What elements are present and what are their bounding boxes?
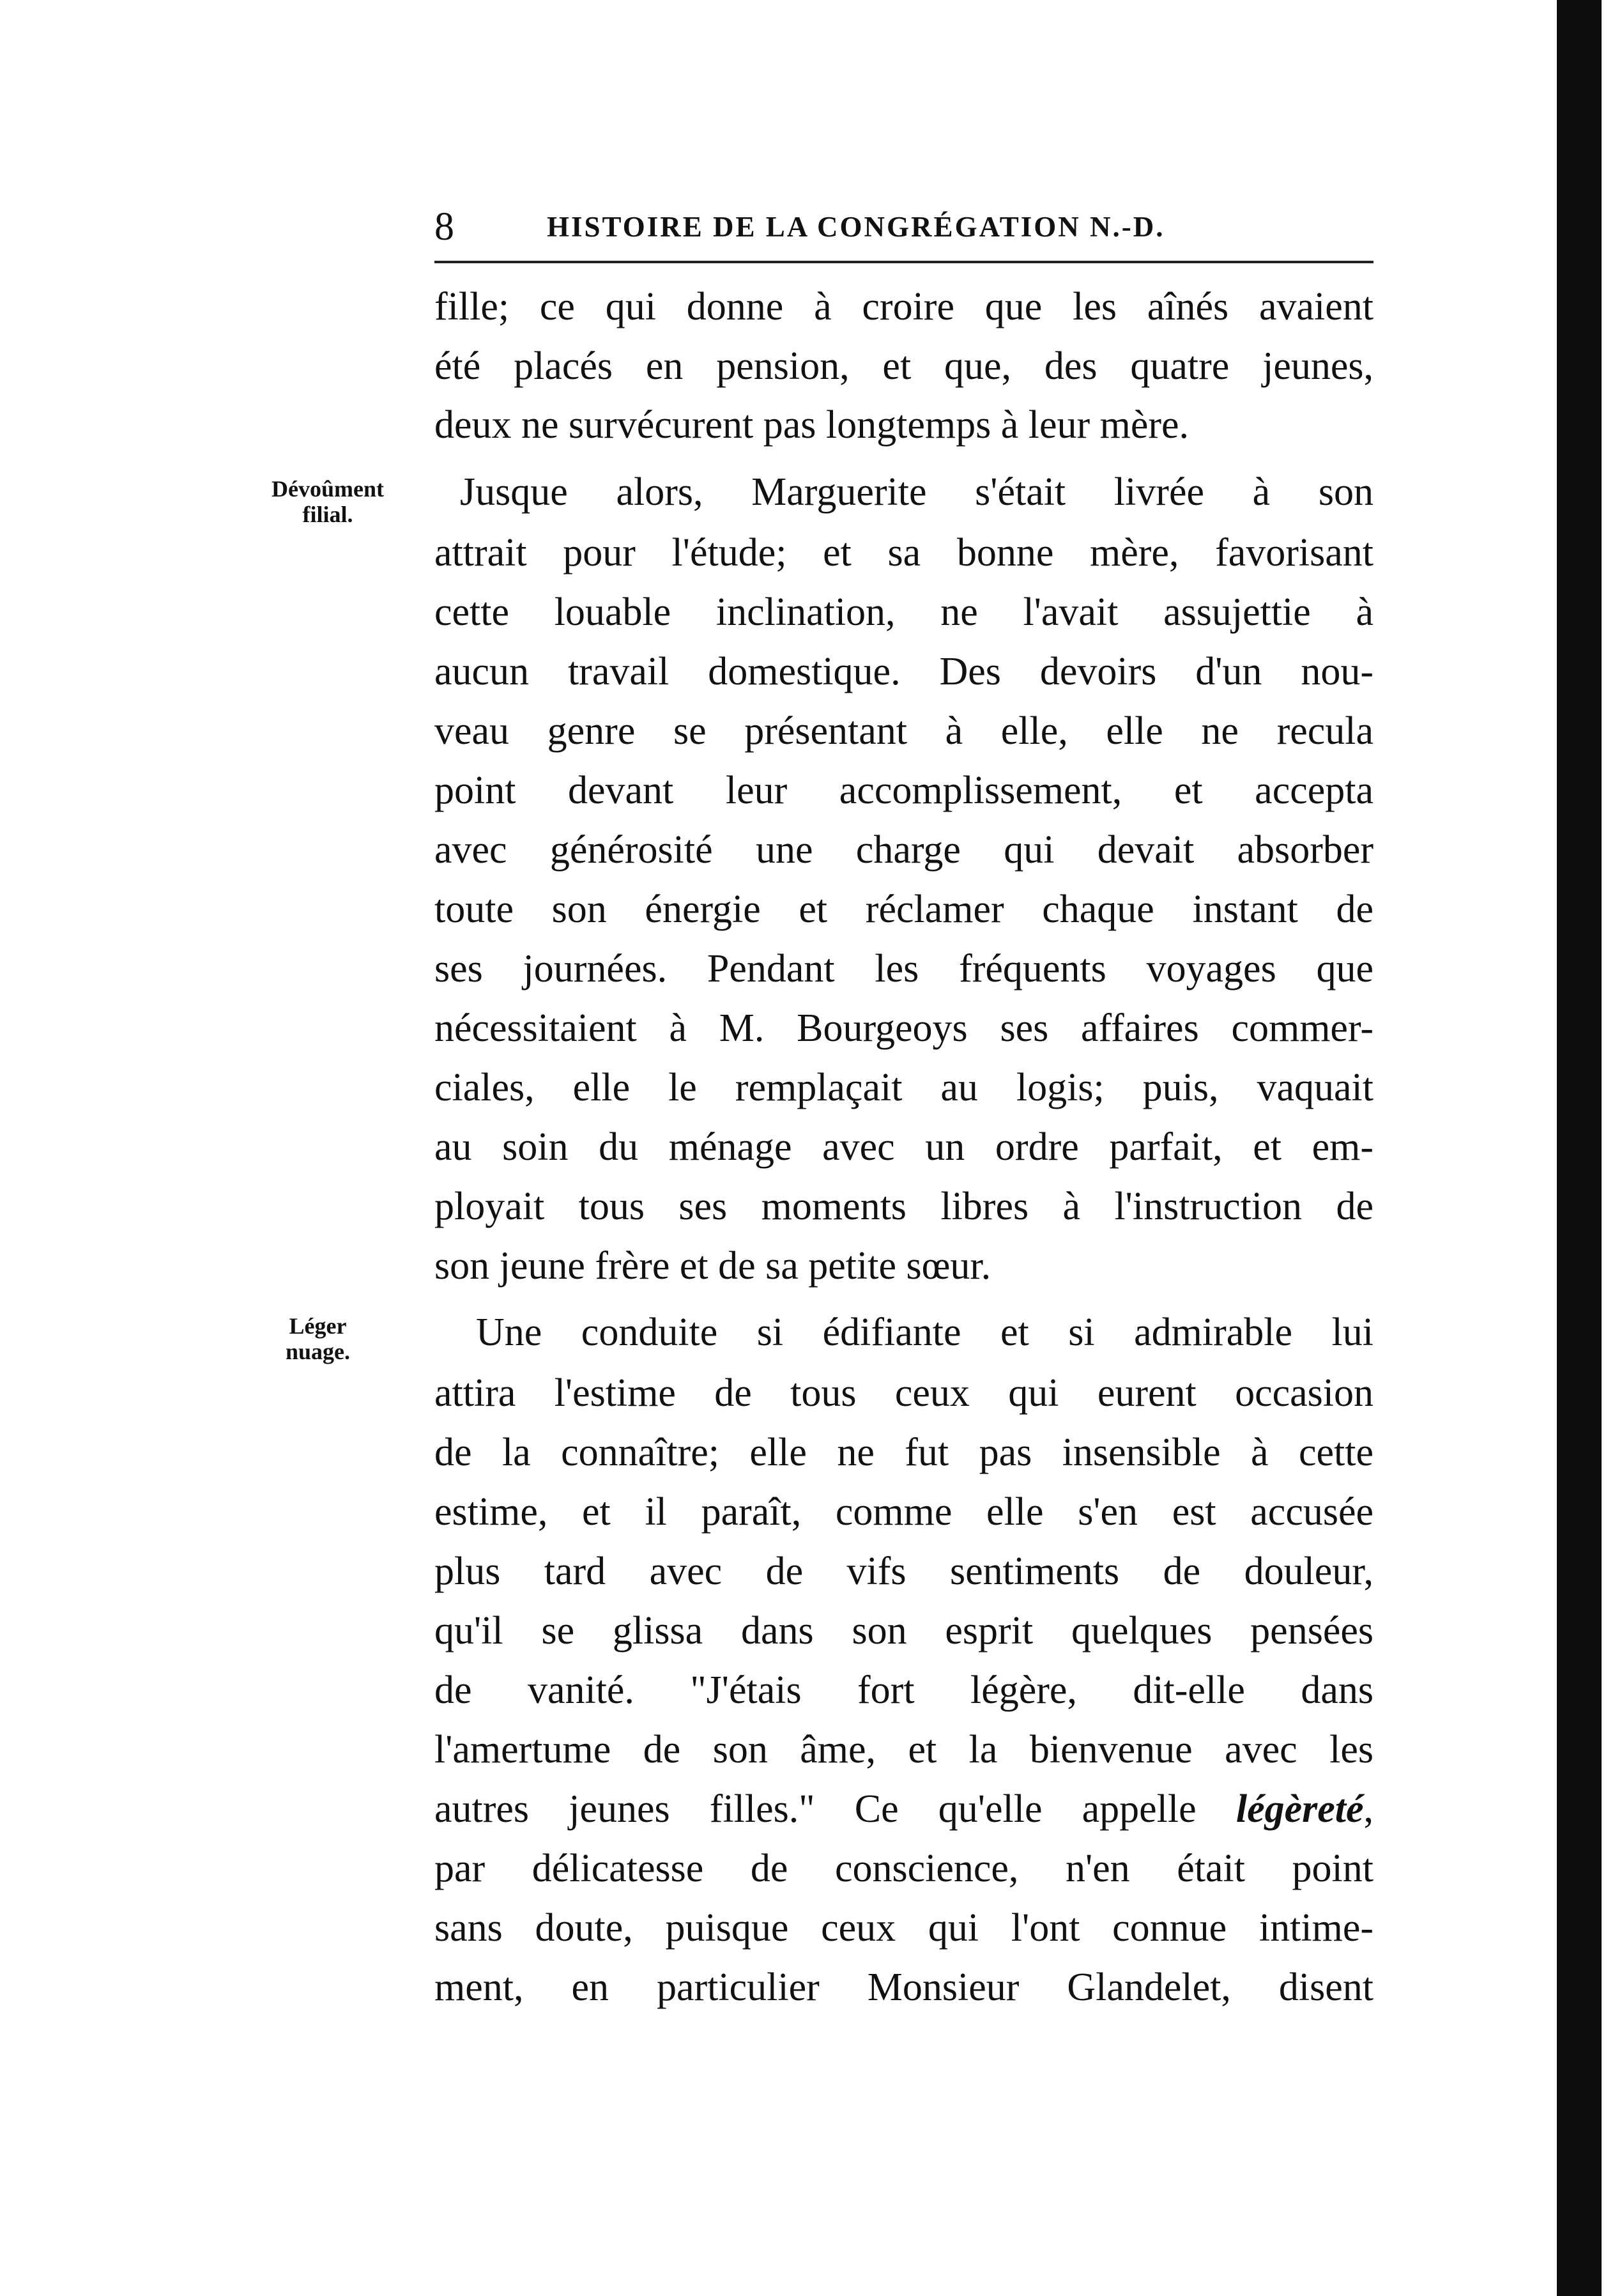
text-line: son jeune frère et de sa petite sœur. — [434, 1244, 991, 1288]
text-line: l'amertume de son âme, et la bienvenue avec les — [434, 1728, 1373, 1771]
text-line: plus tard avec de vifs sentiments de douleur, — [434, 1550, 1373, 1593]
text-line: attira l'estime de tous ceux qui eurent occasion — [434, 1371, 1373, 1415]
text-line: ses journées. Pendant les fréquents voyages que — [434, 947, 1373, 990]
text-line: toute son énergie et réclamer chaque instant de — [434, 888, 1373, 931]
text-line: qu'il se glissa dans son esprit quelques pensées — [434, 1609, 1373, 1653]
margin-note-leger — [286, 1313, 350, 1364]
text-line: estime, et il paraît, comme elle s'en est accusée — [434, 1490, 1373, 1534]
text-segment: autres jeunes filles." Ce qu'elle appelle — [434, 1787, 1236, 1831]
margin-note-line: Léger — [289, 1313, 347, 1339]
text-line: fille; ce qui donne à croire que les aînés avaient — [434, 285, 1373, 328]
text-line: ment, en particulier Monsieur Glandelet, disent — [434, 1966, 1373, 2009]
text-line: veau genre se présentant à elle, elle ne recula — [434, 709, 1373, 753]
text-line: Jusque alors, Marguerite s'était livrée à son — [460, 470, 1373, 514]
italic-word: légèreté — [1236, 1787, 1364, 1831]
page-number: 8 — [434, 205, 454, 249]
header-rule — [434, 261, 1373, 263]
text-line: nécessitaient à M. Bourgeoys ses affaires commer- — [434, 1006, 1373, 1050]
text-line: de vanité. "J'étais fort légère, dit-elle dans — [434, 1668, 1373, 1712]
text-line: par délicatesse de conscience, n'en était point — [434, 1847, 1373, 1890]
text-line: de la connaître; elle ne fut pas insensible à cette — [434, 1431, 1373, 1474]
margin-note-line: Dévoûment — [272, 476, 384, 502]
text-line: Une conduite si édifiante et si admirable lui — [476, 1311, 1373, 1354]
text-line: cette louable inclination, ne l'avait assujettie à — [434, 590, 1373, 634]
text-line: avec générosité une charge qui devait absorber — [434, 828, 1373, 872]
text-line: ployait tous ses moments libres à l'instruction de — [434, 1185, 1373, 1228]
margin-note-devoument — [272, 476, 384, 527]
text-line: ciales, elle le remplaçait au logis; puis, vaquait — [434, 1066, 1373, 1109]
margin-note-line: nuage. — [286, 1339, 351, 1364]
text-line: point devant leur accomplissement, et accepta — [434, 769, 1373, 812]
text-line: été placés en pension, et que, des quatre jeunes, — [434, 344, 1373, 388]
page-header — [434, 201, 1373, 252]
text-line: deux ne survécurent pas longtemps à leur mère. — [434, 403, 1190, 447]
text-line: aucun travail domestique. Des devoirs d'un nou- — [434, 650, 1373, 693]
running-title: HISTOIRE DE LA CONGRÉGATION N.-D. — [547, 211, 1165, 243]
scan-edge-band — [1557, 0, 1602, 2296]
text-segment: , — [1363, 1787, 1373, 1831]
margin-note-line: filial. — [302, 502, 353, 527]
text-line — [434, 1780, 1373, 1838]
text-line: au soin du ménage avec un ordre parfait, et em- — [434, 1125, 1373, 1169]
text-line: attrait pour l'étude; et sa bonne mère, favorisant — [434, 531, 1373, 574]
text-line: sans doute, puisque ceux qui l'ont connue intime- — [434, 1906, 1373, 1950]
